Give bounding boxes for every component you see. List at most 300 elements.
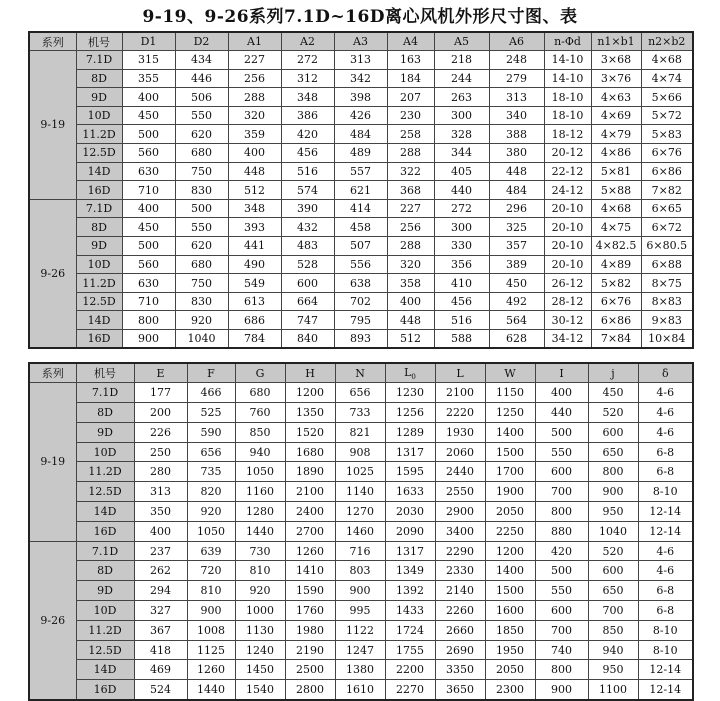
table-row <box>29 181 693 200</box>
table-cell: 6×80.5 <box>641 237 693 256</box>
table-cell: 450 <box>489 274 544 293</box>
table-cell: 1200 <box>485 541 535 561</box>
table-row <box>29 144 693 163</box>
table-cell: 440 <box>535 403 588 423</box>
table-cell: 320 <box>387 255 434 274</box>
table-cell: 784 <box>228 330 281 349</box>
table-cell: 3400 <box>435 521 485 541</box>
table-cell: 550 <box>535 442 588 462</box>
table-cell: 950 <box>588 660 638 680</box>
table-cell: 300 <box>434 218 489 237</box>
table-cell: 520 <box>588 403 638 423</box>
table-cell: 1130 <box>235 620 285 640</box>
table-cell: 1256 <box>385 403 435 423</box>
table-cell: 288 <box>387 144 434 163</box>
table-cell: 506 <box>175 88 228 107</box>
table-cell: 1400 <box>485 422 535 442</box>
table-cell: 30-12 <box>544 311 591 330</box>
table-cell: 1100 <box>588 680 638 700</box>
table-cell: 355 <box>122 69 175 88</box>
model-cell: 9D <box>76 581 134 601</box>
table-cell: 315 <box>122 51 175 70</box>
table-cell: 700 <box>535 620 588 640</box>
table-cell: 1280 <box>235 502 285 522</box>
table-cell: 458 <box>334 218 387 237</box>
table-cell: 279 <box>489 69 544 88</box>
table-cell: 720 <box>187 561 235 581</box>
table-cell: 1900 <box>485 482 535 502</box>
table-cell: 6×88 <box>641 255 693 274</box>
table-cell: 6-8 <box>638 442 693 462</box>
table-cell: 588 <box>434 330 489 349</box>
table-cell: 358 <box>387 274 434 293</box>
table-cell: 400 <box>535 383 588 403</box>
table-cell: 226 <box>134 422 187 442</box>
table-cell: 250 <box>134 442 187 462</box>
series-cell: 9-26 <box>29 199 76 348</box>
table-cell: 5×81 <box>591 162 641 181</box>
table-cell: 313 <box>334 51 387 70</box>
table-cell: 4×63 <box>591 88 641 107</box>
table-cell: 800 <box>588 462 638 482</box>
table-cell: 3650 <box>435 680 485 700</box>
column-header: D2 <box>175 32 228 51</box>
table-cell: 3350 <box>435 660 485 680</box>
table-cell: 4-6 <box>638 422 693 442</box>
table-cell: 550 <box>175 106 228 125</box>
table-cell: 2220 <box>435 403 485 423</box>
table-cell: 3×76 <box>591 69 641 88</box>
table-cell: 2190 <box>285 640 335 660</box>
table-cell: 330 <box>434 237 489 256</box>
model-cell: 10D <box>76 255 122 274</box>
table-cell: 1930 <box>435 422 485 442</box>
table-row <box>29 162 693 181</box>
table-cell: 400 <box>134 521 187 541</box>
table-cell: 1700 <box>485 462 535 482</box>
table-cell: 18-10 <box>544 88 591 107</box>
table-cell: 730 <box>235 541 285 561</box>
table-cell: 549 <box>228 274 281 293</box>
table-cell: 1040 <box>588 521 638 541</box>
table-cell: 446 <box>175 69 228 88</box>
table-cell: 368 <box>387 181 434 200</box>
table-row <box>29 255 693 274</box>
table-cell: 600 <box>588 422 638 442</box>
table-row <box>29 660 693 680</box>
table-row <box>29 69 693 88</box>
table-cell: 1400 <box>485 561 535 581</box>
table-cell: 20-10 <box>544 237 591 256</box>
table-cell: 500 <box>122 237 175 256</box>
table-cell: 177 <box>134 383 187 403</box>
table-cell: 450 <box>122 218 175 237</box>
table-cell: 1980 <box>285 620 335 640</box>
column-header: A6 <box>489 32 544 51</box>
table-cell: 4×68 <box>591 199 641 218</box>
table-cell: 288 <box>228 88 281 107</box>
table-cell: 2060 <box>435 442 485 462</box>
table-row <box>29 462 693 482</box>
table-cell: 450 <box>588 383 638 403</box>
table-cell: 420 <box>535 541 588 561</box>
table-cell: 6-8 <box>638 601 693 621</box>
table-cell: 2050 <box>485 502 535 522</box>
table-cell: 2200 <box>385 660 435 680</box>
table-cell: 5×66 <box>641 88 693 107</box>
table-cell: 1380 <box>335 660 385 680</box>
table-cell: 550 <box>535 581 588 601</box>
column-header: I <box>535 363 588 383</box>
table-cell: 500 <box>122 125 175 144</box>
table-cell: 244 <box>434 69 489 88</box>
model-cell: 16D <box>76 181 122 200</box>
column-header: n2×b2 <box>641 32 693 51</box>
table-cell: 686 <box>228 311 281 330</box>
table-cell: 227 <box>228 51 281 70</box>
table-cell: 4-6 <box>638 541 693 561</box>
table-cell: 950 <box>588 502 638 522</box>
table-cell: 256 <box>387 218 434 237</box>
table-cell: 630 <box>122 162 175 181</box>
table-cell: 2300 <box>485 680 535 700</box>
table-cell: 710 <box>122 181 175 200</box>
model-cell: 8D <box>76 561 134 581</box>
table-cell: 12-14 <box>638 660 693 680</box>
table-cell: 800 <box>122 311 175 330</box>
table-cell: 4×86 <box>591 144 641 163</box>
model-cell: 10D <box>76 601 134 621</box>
table-cell: 621 <box>334 181 387 200</box>
table-row <box>29 88 693 107</box>
table-cell: 1025 <box>335 462 385 482</box>
table-cell: 1122 <box>335 620 385 640</box>
table-cell: 639 <box>187 541 235 561</box>
table-cell: 258 <box>387 125 434 144</box>
table-cell: 520 <box>588 541 638 561</box>
table-cell: 1600 <box>485 601 535 621</box>
table-cell: 908 <box>335 442 385 462</box>
table-cell: 680 <box>175 144 228 163</box>
table-cell: 466 <box>187 383 235 403</box>
table-cell: 34-12 <box>544 330 591 349</box>
table-cell: 400 <box>122 199 175 218</box>
table-cell: 1000 <box>235 601 285 621</box>
model-cell: 9D <box>76 88 122 107</box>
table-cell: 800 <box>535 660 588 680</box>
table-cell: 1633 <box>385 482 435 502</box>
table-cell: 1755 <box>385 640 435 660</box>
table-cell: 1410 <box>285 561 335 581</box>
table-cell: 18-12 <box>544 125 591 144</box>
table-cell: 1050 <box>187 521 235 541</box>
table-cell: 3×68 <box>591 51 641 70</box>
table-cell: 638 <box>334 274 387 293</box>
table-row <box>29 561 693 581</box>
series-cell: 9-26 <box>29 541 76 699</box>
table-cell: 2330 <box>435 561 485 581</box>
table-cell: 322 <box>387 162 434 181</box>
table-cell: 359 <box>228 125 281 144</box>
dimension-table-1 <box>28 31 694 349</box>
table-row <box>29 601 693 621</box>
table-cell: 320 <box>228 106 281 125</box>
table-cell: 280 <box>134 462 187 482</box>
table-cell: 272 <box>281 51 334 70</box>
model-cell: 12.5D <box>76 640 134 660</box>
model-cell: 11.2D <box>76 620 134 640</box>
table-cell: 1260 <box>187 660 235 680</box>
table-cell: 4-6 <box>638 561 693 581</box>
table-cell: 1289 <box>385 422 435 442</box>
table-cell: 237 <box>134 541 187 561</box>
table-cell: 328 <box>434 125 489 144</box>
table-cell: 489 <box>334 144 387 163</box>
header-row <box>29 363 693 383</box>
table-cell: 628 <box>489 330 544 349</box>
table-cell: 405 <box>434 162 489 181</box>
table-cell: 418 <box>134 640 187 660</box>
column-header: A1 <box>228 32 281 51</box>
table-row <box>29 274 693 293</box>
table-cell: 900 <box>335 581 385 601</box>
table-cell: 484 <box>489 181 544 200</box>
table-cell: 6×65 <box>641 199 693 218</box>
table-cell: 484 <box>334 125 387 144</box>
model-cell: 10D <box>76 106 122 125</box>
table-cell: 710 <box>122 292 175 311</box>
table-cell: 9×83 <box>641 311 693 330</box>
table-cell: 650 <box>588 442 638 462</box>
table-cell: 2690 <box>435 640 485 660</box>
model-cell: 14D <box>76 162 122 181</box>
table-cell: 760 <box>235 403 285 423</box>
table-cell: 342 <box>334 69 387 88</box>
table-cell: 1260 <box>285 541 335 561</box>
table-cell: 995 <box>335 601 385 621</box>
table-cell: 420 <box>281 125 334 144</box>
table-cell: 2140 <box>435 581 485 601</box>
table-cell: 630 <box>122 274 175 293</box>
table-row <box>29 620 693 640</box>
column-header: j <box>588 363 638 383</box>
table-cell: 227 <box>387 199 434 218</box>
table-cell: 14-10 <box>544 69 591 88</box>
table-cell: 2100 <box>435 383 485 403</box>
table-cell: 2700 <box>285 521 335 541</box>
model-cell: 16D <box>76 680 134 700</box>
dimension-table-2 <box>28 362 694 701</box>
table-cell: 702 <box>334 292 387 311</box>
table-cell: 1850 <box>485 620 535 640</box>
model-cell: 12.5D <box>76 144 122 163</box>
table-cell: 1150 <box>485 383 535 403</box>
table-cell: 560 <box>122 255 175 274</box>
table-cell: 207 <box>387 88 434 107</box>
table-cell: 900 <box>122 330 175 349</box>
table-cell: 680 <box>235 383 285 403</box>
table-cell: 389 <box>489 255 544 274</box>
table-row <box>29 502 693 522</box>
model-cell: 7.1D <box>76 51 122 70</box>
table-cell: 2660 <box>435 620 485 640</box>
column-header: D1 <box>122 32 175 51</box>
table-cell: 1270 <box>335 502 385 522</box>
series-cell: 9-19 <box>29 383 76 541</box>
table-cell: 4×74 <box>641 69 693 88</box>
table-cell: 700 <box>588 601 638 621</box>
table-cell: 750 <box>175 162 228 181</box>
table-cell: 163 <box>387 51 434 70</box>
table-cell: 380 <box>489 144 544 163</box>
table-cell: 6-8 <box>638 581 693 601</box>
table-cell: 740 <box>535 640 588 660</box>
table-cell: 8-10 <box>638 482 693 502</box>
table-row <box>29 581 693 601</box>
table-cell: 24-12 <box>544 181 591 200</box>
table-cell: 1680 <box>285 442 335 462</box>
model-cell: 12.5D <box>76 292 122 311</box>
model-cell: 14D <box>76 502 134 522</box>
column-header: 机号 <box>76 363 134 383</box>
table-cell: 4×69 <box>591 106 641 125</box>
table-cell: 574 <box>281 181 334 200</box>
model-cell: 14D <box>76 660 134 680</box>
table-row <box>29 680 693 700</box>
table-cell: 850 <box>235 422 285 442</box>
column-header: G <box>235 363 285 383</box>
table-cell: 1433 <box>385 601 435 621</box>
table-cell: 20-10 <box>544 218 591 237</box>
table-cell: 386 <box>281 106 334 125</box>
table-row <box>29 106 693 125</box>
table-cell: 560 <box>122 144 175 163</box>
table-row <box>29 541 693 561</box>
table-cell: 1590 <box>285 581 335 601</box>
table-cell: 414 <box>334 199 387 218</box>
table-cell: 2090 <box>385 521 435 541</box>
table-cell: 1200 <box>285 383 335 403</box>
table-cell: 1500 <box>485 442 535 462</box>
table-row <box>29 237 693 256</box>
table-cell: 6×76 <box>641 144 693 163</box>
table-cell: 2440 <box>435 462 485 482</box>
table-cell: 516 <box>434 311 489 330</box>
table-cell: 2050 <box>485 660 535 680</box>
model-cell: 9D <box>76 237 122 256</box>
table-cell: 2500 <box>285 660 335 680</box>
table-cell: 656 <box>187 442 235 462</box>
table-cell: 524 <box>134 680 187 700</box>
table-cell: 388 <box>489 125 544 144</box>
table-cell: 4×75 <box>591 218 641 237</box>
table-cell: 500 <box>535 422 588 442</box>
table-row <box>29 482 693 502</box>
table-cell: 6×86 <box>591 311 641 330</box>
table-cell: 184 <box>387 69 434 88</box>
table-cell: 550 <box>175 218 228 237</box>
table-cell: 294 <box>134 581 187 601</box>
table-cell: 1125 <box>187 640 235 660</box>
table-cell: 12-14 <box>638 521 693 541</box>
table-cell: 8-10 <box>638 620 693 640</box>
table-cell: 512 <box>228 181 281 200</box>
model-cell: 8D <box>76 69 122 88</box>
table-cell: 716 <box>335 541 385 561</box>
table-cell: 750 <box>175 274 228 293</box>
table-cell: 6-8 <box>638 462 693 482</box>
table-cell: 525 <box>187 403 235 423</box>
column-header: A4 <box>387 32 434 51</box>
table-cell: 400 <box>387 292 434 311</box>
table-row <box>29 521 693 541</box>
table-cell: 6×72 <box>641 218 693 237</box>
table-cell: 747 <box>281 311 334 330</box>
table-row <box>29 51 693 70</box>
table-cell: 1040 <box>175 330 228 349</box>
column-header: A5 <box>434 32 489 51</box>
table-cell: 1317 <box>385 541 435 561</box>
table-cell: 795 <box>334 311 387 330</box>
table-cell: 1760 <box>285 601 335 621</box>
table-cell: 1008 <box>187 620 235 640</box>
table-cell: 272 <box>434 199 489 218</box>
table-cell: 262 <box>134 561 187 581</box>
table-cell: 6×76 <box>591 292 641 311</box>
table-cell: 4×79 <box>591 125 641 144</box>
table-cell: 2800 <box>285 680 335 700</box>
model-cell: 12.5D <box>76 482 134 502</box>
table-cell: 5×82 <box>591 274 641 293</box>
model-cell: 7.1D <box>76 541 134 561</box>
table-cell: 200 <box>134 403 187 423</box>
table-cell: 900 <box>187 601 235 621</box>
table-cell: 900 <box>535 680 588 700</box>
table-cell: 263 <box>434 88 489 107</box>
table-row <box>29 383 693 403</box>
table-cell: 1520 <box>285 422 335 442</box>
table-cell: 850 <box>588 620 638 640</box>
table-row <box>29 422 693 442</box>
column-header: δ <box>638 363 693 383</box>
table-cell: 288 <box>387 237 434 256</box>
table-cell: 400 <box>228 144 281 163</box>
table-cell: 620 <box>175 125 228 144</box>
model-cell: 7.1D <box>76 199 122 218</box>
table-cell: 20-10 <box>544 255 591 274</box>
table-cell: 1230 <box>385 383 435 403</box>
table-cell: 492 <box>489 292 544 311</box>
table-cell: 18-10 <box>544 106 591 125</box>
table-cell: 600 <box>281 274 334 293</box>
table-cell: 821 <box>335 422 385 442</box>
table-cell: 2260 <box>435 601 485 621</box>
table-cell: 410 <box>434 274 489 293</box>
table-cell: 1247 <box>335 640 385 660</box>
table-cell: 248 <box>489 51 544 70</box>
table-cell: 880 <box>535 521 588 541</box>
table-cell: 10×84 <box>641 330 693 349</box>
table-cell: 469 <box>134 660 187 680</box>
table-cell: 483 <box>281 237 334 256</box>
table-cell: 5×88 <box>591 181 641 200</box>
table-cell: 5×72 <box>641 106 693 125</box>
table-cell: 1595 <box>385 462 435 482</box>
table-cell: 426 <box>334 106 387 125</box>
table-row <box>29 311 693 330</box>
table-cell: 2270 <box>385 680 435 700</box>
table-cell: 810 <box>187 581 235 601</box>
